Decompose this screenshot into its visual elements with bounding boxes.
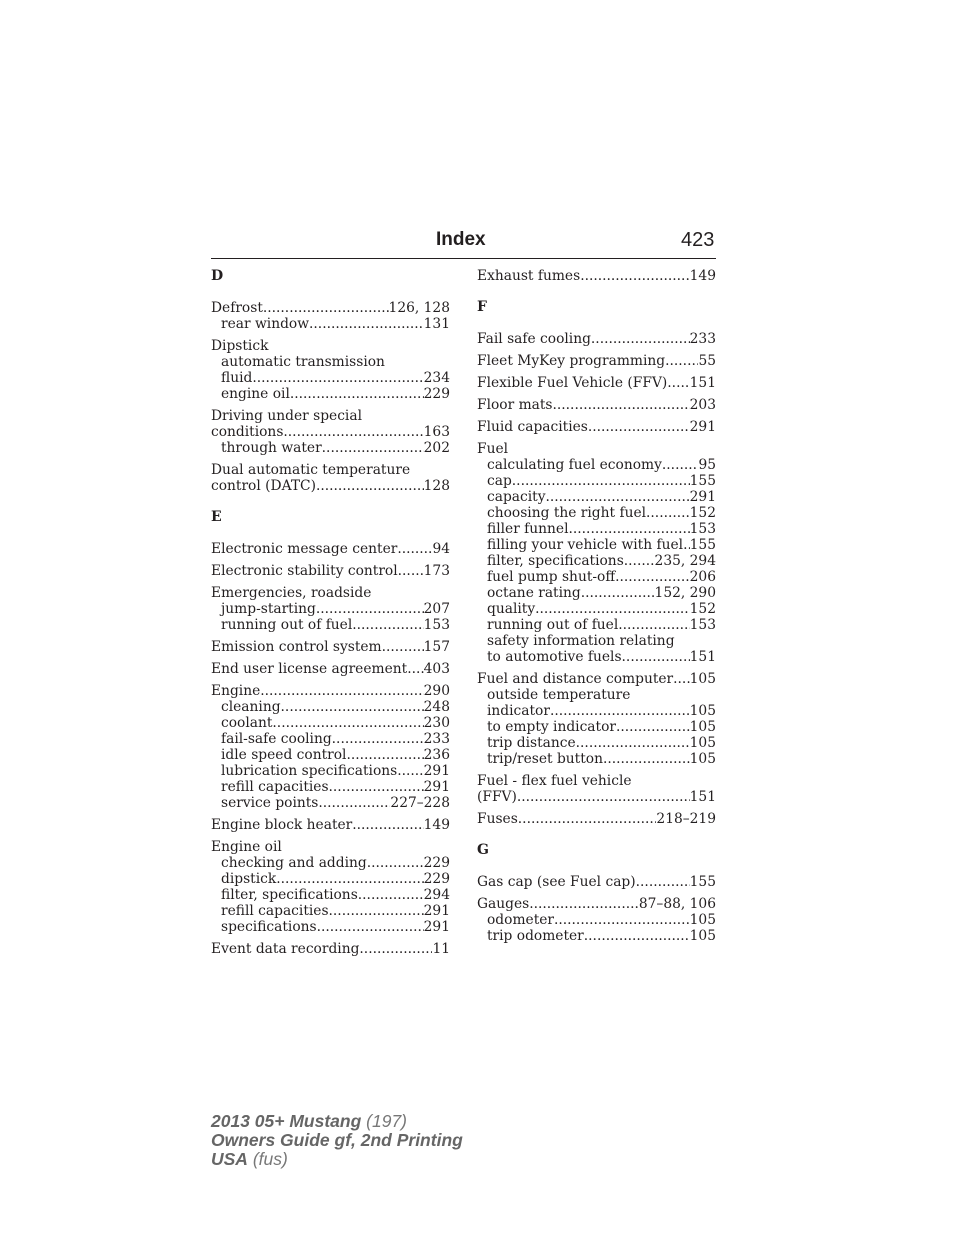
- entry-page-ref: 207: [423, 601, 450, 617]
- entry-page-ref: 153: [689, 521, 716, 537]
- dot-leader: [569, 521, 690, 537]
- entry-term: fail-safe cooling: [221, 731, 332, 747]
- entry-page-ref: 290: [423, 683, 450, 699]
- entry-page-ref: 206: [689, 569, 716, 585]
- entry-term: running out of fuel: [487, 617, 619, 633]
- dot-leader: [332, 731, 424, 747]
- entry-term: Emergencies, roadside: [211, 585, 372, 601]
- entry-term: checking and adding: [221, 855, 367, 871]
- index-subentry-line: [477, 719, 716, 735]
- dot-leader: [316, 601, 424, 617]
- index-entry: [211, 639, 450, 655]
- dot-leader: [512, 473, 690, 489]
- footer-line-3: [211, 1150, 463, 1169]
- entry-page-ref: 126, 128: [388, 300, 450, 316]
- entry-page-ref: 202: [423, 440, 450, 456]
- dot-leader: [283, 424, 423, 440]
- index-subentry-line: [477, 601, 716, 617]
- index-entry: [477, 419, 716, 435]
- entry-page-ref: 11: [432, 941, 450, 957]
- index-entry-line: [211, 541, 450, 557]
- entry-page-ref: 291: [689, 489, 716, 505]
- dot-leader: [329, 903, 424, 919]
- index-entry: [477, 353, 716, 369]
- entry-term: refill capacities: [221, 779, 329, 795]
- index-subentry-line: [211, 370, 450, 386]
- index-subentry-line: [211, 617, 450, 633]
- dot-leader: [322, 440, 424, 456]
- index-entry-line: [211, 563, 450, 579]
- dot-leader: [588, 419, 690, 435]
- entry-term: through water: [221, 440, 322, 456]
- index-entry-line: [477, 331, 716, 347]
- header-divider: [211, 258, 716, 259]
- entry-page-ref: 291: [423, 919, 450, 935]
- dot-leader: [397, 541, 432, 557]
- footer-market-code: (fus): [252, 1149, 288, 1169]
- dot-leader: [317, 919, 424, 935]
- index-subentry-line: [477, 751, 716, 767]
- index-subentry-line: [211, 440, 450, 456]
- index-subentry-line: [477, 633, 716, 649]
- index-entry: [211, 661, 450, 677]
- entry-term: refill capacities: [221, 903, 329, 919]
- entry-term: Floor mats: [477, 397, 553, 413]
- entry-page-ref: 291: [423, 763, 450, 779]
- index-entry: [477, 375, 716, 391]
- index-entry: [211, 941, 450, 957]
- index-subentry-line: [211, 731, 450, 747]
- dot-leader: [550, 703, 690, 719]
- dot-leader: [352, 617, 423, 633]
- index-subentry-line: [477, 928, 716, 944]
- dot-leader: [367, 855, 424, 871]
- dot-leader: [272, 715, 423, 731]
- entry-page-ref: 105: [689, 928, 716, 944]
- entry-page-ref: 229: [423, 871, 450, 887]
- dot-leader: [529, 896, 639, 912]
- index-entry-line: [211, 408, 450, 424]
- page-number: 423: [681, 229, 715, 251]
- entry-page-ref: 105: [689, 671, 716, 687]
- dot-leader: [252, 370, 423, 386]
- entry-page-ref: 105: [689, 751, 716, 767]
- entry-page-ref: 218–219: [656, 811, 716, 827]
- index-entry-line: [211, 661, 450, 677]
- index-entry-line: [477, 811, 716, 827]
- entry-page-ref: 233: [423, 731, 450, 747]
- entry-term: Flexible Fuel Vehicle (FFV): [477, 375, 668, 391]
- entry-term: Gauges: [477, 896, 530, 912]
- entry-term: Engine oil: [211, 839, 282, 855]
- entry-term: trip odometer: [487, 928, 584, 944]
- dot-leader: [546, 489, 690, 505]
- index-entry-line: [211, 941, 450, 957]
- entry-term: conditions: [211, 424, 284, 440]
- entry-page-ref: 294: [423, 887, 450, 903]
- entry-term: indicator: [487, 703, 550, 719]
- entry-page-ref: 155: [689, 874, 716, 890]
- entry-term: trip distance: [487, 735, 576, 751]
- index-subentry-line: [211, 601, 450, 617]
- index-entry-line: [211, 683, 450, 699]
- index-entry: [477, 331, 716, 347]
- dot-leader: [260, 683, 423, 699]
- entry-term: fluid: [221, 370, 253, 386]
- index-subentry-line: [477, 617, 716, 633]
- index-entry-line: [211, 300, 450, 316]
- index-section-letter: D: [211, 268, 224, 284]
- entry-term: idle speed control: [221, 747, 347, 763]
- entry-page-ref: 105: [689, 735, 716, 751]
- entry-page-ref: 105: [689, 912, 716, 928]
- entry-page-ref: 155: [689, 537, 716, 553]
- entry-term: safety information relating: [487, 633, 675, 649]
- entry-page-ref: 105: [689, 703, 716, 719]
- index-entry: [477, 671, 716, 767]
- dot-leader: [665, 353, 698, 369]
- index-section-letter: E: [211, 509, 222, 525]
- footer-market: USA: [211, 1149, 248, 1169]
- dot-leader: [358, 887, 424, 903]
- index-entry-line: [477, 397, 716, 413]
- dot-leader: [581, 585, 655, 601]
- entry-term: Engine block heater: [211, 817, 353, 833]
- index-subentry-line: [477, 505, 716, 521]
- entry-term: Dual automatic temperature: [211, 462, 411, 478]
- entry-page-ref: 234: [423, 370, 450, 386]
- entry-page-ref: 153: [423, 617, 450, 633]
- index-subentry-line: [211, 354, 450, 370]
- entry-page-ref: 229: [423, 855, 450, 871]
- entry-page-ref: 403: [423, 661, 450, 677]
- index-entry-line: [477, 268, 716, 284]
- entry-page-ref: 291: [423, 903, 450, 919]
- dot-leader: [603, 751, 690, 767]
- index-entry: [477, 811, 716, 827]
- entry-term: Event data recording: [211, 941, 360, 957]
- entry-page-ref: 173: [423, 563, 450, 579]
- entry-term: Dipstick: [211, 338, 269, 354]
- entry-term: Fuel: [477, 441, 509, 457]
- dot-leader: [553, 397, 690, 413]
- entry-term: cleaning: [221, 699, 281, 715]
- index-entry-line: [477, 375, 716, 391]
- index-section-letter: F: [477, 299, 487, 315]
- entry-term: automatic transmission: [221, 354, 385, 370]
- index-subentry-line: [211, 871, 450, 887]
- entry-term: filling your vehicle with fuel: [487, 537, 684, 553]
- entry-page-ref: 149: [423, 817, 450, 833]
- entry-page-ref: 248: [423, 699, 450, 715]
- entry-page-ref: 155: [689, 473, 716, 489]
- entry-term: Electronic stability control: [211, 563, 398, 579]
- index-subentry-line: [211, 715, 450, 731]
- entry-term: Fuel and distance computer: [477, 671, 674, 687]
- dot-leader: [329, 779, 424, 795]
- entry-term: End user license agreement: [211, 661, 408, 677]
- dot-leader: [276, 871, 423, 887]
- entry-page-ref: 291: [423, 779, 450, 795]
- entry-term: filter, specifications: [487, 553, 624, 569]
- index-entry-line: [211, 585, 450, 601]
- entry-page-ref: 95: [698, 457, 716, 473]
- index-entry: [211, 839, 450, 935]
- entry-page-ref: 152: [689, 601, 716, 617]
- entry-term: Driving under special: [211, 408, 362, 424]
- entry-page-ref: 157: [423, 639, 450, 655]
- index-entry-line: [477, 789, 716, 805]
- dot-leader: [622, 649, 690, 665]
- entry-page-ref: 128: [423, 478, 450, 494]
- index-section-letter: G: [477, 842, 489, 858]
- entry-page-ref: 235, 294: [654, 553, 716, 569]
- dot-leader: [616, 719, 690, 735]
- index-subentry-line: [477, 687, 716, 703]
- entry-term: Electronic message center: [211, 541, 398, 557]
- dot-leader: [309, 316, 424, 332]
- index-subentry-line: [477, 735, 716, 751]
- dot-leader: [318, 795, 390, 811]
- entry-term: lubrication specifications: [221, 763, 398, 779]
- footer-model: 2013 05+ Mustang: [211, 1111, 362, 1131]
- index-subentry-line: [211, 903, 450, 919]
- index-entry-line: [477, 896, 716, 912]
- index-subentry-line: [211, 386, 450, 402]
- index-entry-line: [477, 419, 716, 435]
- entry-page-ref: 151: [689, 375, 716, 391]
- dot-leader: [535, 601, 690, 617]
- entry-term: Fuses: [477, 811, 518, 827]
- entry-page-ref: 131: [423, 316, 450, 332]
- entry-term: trip/reset button: [487, 751, 603, 767]
- index-entry-line: [477, 773, 716, 789]
- index-entry-line: [477, 671, 716, 687]
- dot-leader: [584, 928, 690, 944]
- dot-leader: [352, 817, 423, 833]
- entry-term: control (DATC): [211, 478, 316, 494]
- entry-page-ref: 233: [689, 331, 716, 347]
- entry-page-ref: 151: [689, 789, 716, 805]
- entry-term: Gas cap (see Fuel cap): [477, 874, 636, 890]
- dot-leader: [624, 553, 655, 569]
- entry-page-ref: 149: [689, 268, 716, 284]
- entry-term: running out of fuel: [221, 617, 353, 633]
- index-entry: [211, 585, 450, 633]
- dot-leader: [591, 331, 690, 347]
- entry-term: capacity: [487, 489, 546, 505]
- entry-term: dipstick: [221, 871, 277, 887]
- index-subentry-line: [211, 747, 450, 763]
- entry-term: Defrost: [211, 300, 263, 316]
- dot-leader: [518, 811, 657, 827]
- entry-page-ref: 105: [689, 719, 716, 735]
- footer-model-code: (197): [366, 1111, 408, 1131]
- index-entry: [477, 896, 716, 944]
- index-entry: [477, 874, 716, 890]
- entry-term: Exhaust fumes: [477, 268, 581, 284]
- index-entry-line: [211, 338, 450, 354]
- entry-term: odometer: [487, 912, 554, 928]
- index-subentry-line: [477, 553, 716, 569]
- entry-page-ref: 236: [423, 747, 450, 763]
- footer-line-1: [211, 1112, 463, 1131]
- dot-leader: [517, 789, 690, 805]
- dot-leader: [397, 763, 423, 779]
- index-entry-line: [211, 478, 450, 494]
- index-entry: [211, 300, 450, 332]
- index-entry: [211, 541, 450, 557]
- dot-leader: [281, 699, 424, 715]
- index-subentry-line: [477, 537, 716, 553]
- dot-leader: [290, 386, 424, 402]
- entry-page-ref: 203: [689, 397, 716, 413]
- index-column-left: [211, 268, 450, 963]
- index-subentry-line: [477, 521, 716, 537]
- footer-line-2: [211, 1131, 463, 1150]
- entry-term: rear window: [221, 316, 310, 332]
- dot-leader: [667, 375, 689, 391]
- dot-leader: [662, 457, 699, 473]
- dot-leader: [576, 735, 690, 751]
- index-subentry-line: [211, 887, 450, 903]
- index-subentry-line: [211, 919, 450, 935]
- index-column-right: [477, 268, 716, 950]
- index-subentry-line: [211, 316, 450, 332]
- entry-term: choosing the right fuel: [487, 505, 647, 521]
- entry-term: cap: [487, 473, 512, 489]
- entry-term: Fluid capacities: [477, 419, 588, 435]
- index-subentry-line: [211, 763, 450, 779]
- entry-page-ref: 163: [423, 424, 450, 440]
- entry-term: quality: [487, 601, 536, 617]
- index-subentry-line: [477, 457, 716, 473]
- index-entry-line: [211, 639, 450, 655]
- index-subentry-line: [211, 699, 450, 715]
- dot-leader: [359, 941, 432, 957]
- index-entry: [211, 408, 450, 456]
- entry-term: Fuel - flex fuel vehicle: [477, 773, 632, 789]
- dot-leader: [580, 268, 689, 284]
- entry-term: service points: [221, 795, 319, 811]
- index-entry: [477, 268, 716, 284]
- entry-term: Emission control system: [211, 639, 382, 655]
- entry-page-ref: 291: [689, 419, 716, 435]
- dot-leader: [407, 661, 423, 677]
- dot-leader: [646, 505, 690, 521]
- entry-term: coolant: [221, 715, 273, 731]
- entry-page-ref: 94: [432, 541, 450, 557]
- entry-page-ref: 55: [698, 353, 716, 369]
- dot-leader: [636, 874, 690, 890]
- entry-page-ref: 230: [423, 715, 450, 731]
- entry-term: (FFV): [477, 789, 517, 805]
- entry-term: Fleet MyKey programming: [477, 353, 666, 369]
- entry-term: outside temperature: [487, 687, 631, 703]
- entry-term: fuel pump shut-off: [487, 569, 616, 585]
- entry-term: calculating fuel economy: [487, 457, 662, 473]
- document-footer: [211, 1112, 463, 1169]
- index-entry-line: [477, 353, 716, 369]
- index-subentry-line: [477, 912, 716, 928]
- index-entry: [211, 817, 450, 833]
- dot-leader: [673, 671, 690, 687]
- page-title: Index: [436, 229, 486, 250]
- index-entry: [211, 338, 450, 402]
- index-entry-line: [211, 839, 450, 855]
- index-entry-line: [477, 874, 716, 890]
- entry-term: filler funnel: [487, 521, 569, 537]
- entry-page-ref: 229: [423, 386, 450, 402]
- entry-term: Fail safe cooling: [477, 331, 591, 347]
- entry-term: engine oil: [221, 386, 290, 402]
- entry-page-ref: 153: [689, 617, 716, 633]
- dot-leader: [316, 478, 424, 494]
- entry-term: to empty indicator: [487, 719, 616, 735]
- entry-term: specifications: [221, 919, 317, 935]
- dot-leader: [346, 747, 423, 763]
- index-entry-line: [211, 817, 450, 833]
- footer-printing: Owners Guide gf, 2nd Printing: [211, 1130, 463, 1150]
- index-subentry-line: [477, 703, 716, 719]
- dot-leader: [618, 617, 689, 633]
- index-subentry-line: [211, 855, 450, 871]
- index-subentry-line: [477, 473, 716, 489]
- index-entry: [477, 773, 716, 805]
- entry-page-ref: 152, 290: [654, 585, 716, 601]
- entry-term: filter, specifications: [221, 887, 358, 903]
- index-entry-line: [211, 462, 450, 478]
- index-subentry-line: [477, 649, 716, 665]
- index-entry: [211, 563, 450, 579]
- index-entry-line: [211, 424, 450, 440]
- entry-term: jump-starting: [221, 601, 316, 617]
- entry-term: octane rating: [487, 585, 581, 601]
- index-entry: [211, 683, 450, 811]
- index-subentry-line: [477, 585, 716, 601]
- entry-page-ref: 227–228: [390, 795, 450, 811]
- dot-leader: [683, 537, 690, 553]
- dot-leader: [263, 300, 389, 316]
- index-entry: [477, 441, 716, 665]
- index-entry: [211, 462, 450, 494]
- entry-page-ref: 151: [689, 649, 716, 665]
- index-subentry-line: [477, 569, 716, 585]
- entry-term: to automotive fuels: [487, 649, 622, 665]
- dot-leader: [554, 912, 690, 928]
- index-entry-line: [477, 441, 716, 457]
- entry-page-ref: 152: [689, 505, 716, 521]
- entry-page-ref: 87–88, 106: [638, 896, 716, 912]
- index-entry: [477, 397, 716, 413]
- entry-term: Engine: [211, 683, 261, 699]
- dot-leader: [398, 563, 424, 579]
- index-subentry-line: [477, 489, 716, 505]
- index-subentry-line: [211, 779, 450, 795]
- dot-leader: [615, 569, 690, 585]
- dot-leader: [382, 639, 424, 655]
- index-subentry-line: [211, 795, 450, 811]
